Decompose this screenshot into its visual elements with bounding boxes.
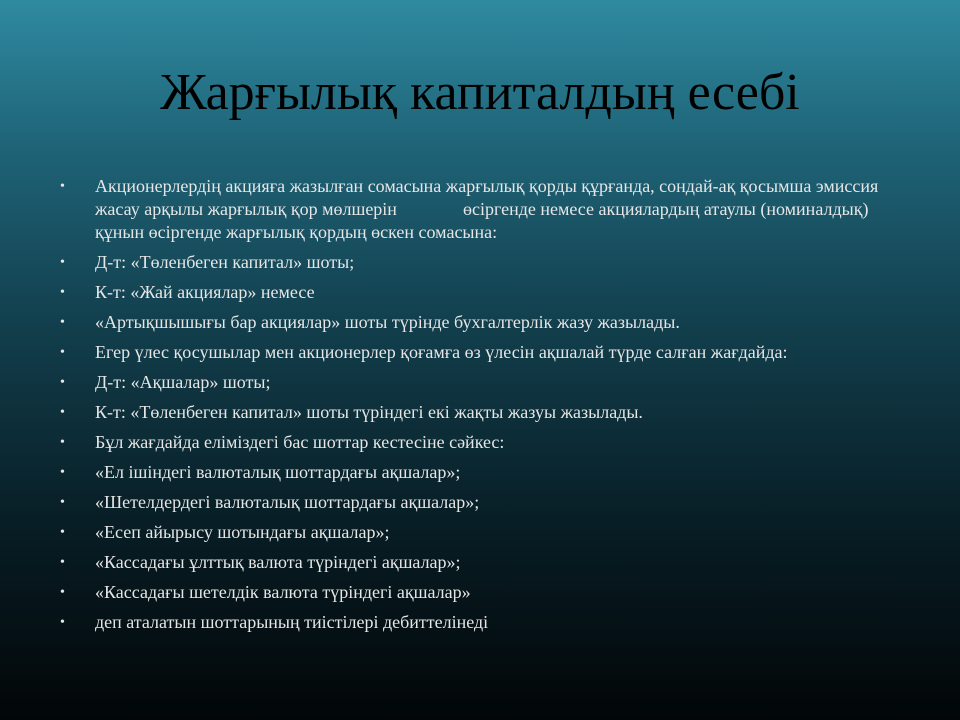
bullet-dot-icon: • <box>60 615 65 630</box>
bullet-item <box>60 521 920 544</box>
bullet-text-part: өсіргенде немесе акциялардың атаулы (номиналдық) құнын өсіргенде жарғылық қордың өскен сомасына: <box>95 199 869 242</box>
bullet-item <box>60 401 920 424</box>
bullet-item <box>60 461 920 484</box>
bullet-item <box>60 611 920 634</box>
bullet-item <box>60 175 920 244</box>
bullet-dot-icon: • <box>60 345 65 360</box>
bullet-dot-icon: • <box>60 255 65 270</box>
bullet-item <box>60 551 920 574</box>
bullet-item <box>60 251 920 274</box>
bullet-text: «Есеп айырысу шотындағы ақшалар»; <box>95 522 390 542</box>
bullet-dot-icon: • <box>60 525 65 540</box>
bullet-text: К-т: «Төленбеген капитал» шоты түріндегі екі жақты жазуы жазылады. <box>95 402 643 422</box>
bullet-item <box>60 581 920 604</box>
bullet-text: «Кассадағы шетелдік валюта түріндегі ақшалар» <box>95 582 471 602</box>
bullet-list <box>60 175 920 641</box>
bullet-item <box>60 431 920 454</box>
bullet-dot-icon: • <box>60 375 65 390</box>
bullet-dot-icon: • <box>60 465 65 480</box>
bullet-item <box>60 371 920 394</box>
bullet-text: Д-т: «Төленбеген капитал» шоты; <box>95 252 355 272</box>
bullet-dot-icon: • <box>60 435 65 450</box>
bullet-text: Егер үлес қосушылар мен акционерлер қоғамға өз үлесін ақшалай түрде салған жағдайда: <box>95 342 788 362</box>
bullet-dot-icon: • <box>60 585 65 600</box>
bullet-text: Д-т: «Ақшалар» шоты; <box>95 372 271 392</box>
bullet-item <box>60 281 920 304</box>
bullet-text: деп аталатын шоттарының тиістілері дебиттелінеді <box>95 612 489 632</box>
bullet-text: «Ел ішіндегі валюталық шоттардағы ақшалар»; <box>95 462 461 482</box>
bullet-dot-icon: • <box>60 495 65 510</box>
bullet-item <box>60 491 920 514</box>
bullet-dot-icon: • <box>60 315 65 330</box>
slide-title: Жарғылық капиталдың есебі <box>160 64 800 121</box>
bullet-text-part: Акционерлердің акцияға жазылған сомасына жарғылық қорды құрғанда, сондай-ақ қосымша эмиссия жасау арқылы жарғылық қор мөлшерін <box>95 176 879 219</box>
bullet-dot-icon: • <box>60 405 65 420</box>
bullet-dot-icon: • <box>60 285 65 300</box>
bullet-text: К-т: «Жай акциялар» немесе <box>95 282 315 302</box>
bullet-text: «Шетелдердегі валюталық шоттардағы ақшалар»; <box>95 492 480 512</box>
bullet-dot-icon: • <box>60 555 65 570</box>
bullet-item <box>60 311 920 334</box>
bullet-text: Бұл жағдайда еліміздегі бас шоттар кестесіне сәйкес: <box>95 432 505 452</box>
bullet-dot-icon: • <box>60 179 65 194</box>
bullet-text: «Кассадағы ұлттық валюта түріндегі ақшалар»; <box>95 552 461 572</box>
bullet-text: «Артықшышығы бар акциялар» шоты түрінде бухгалтерлік жазу жазылады. <box>95 312 680 332</box>
bullet-item <box>60 341 920 364</box>
